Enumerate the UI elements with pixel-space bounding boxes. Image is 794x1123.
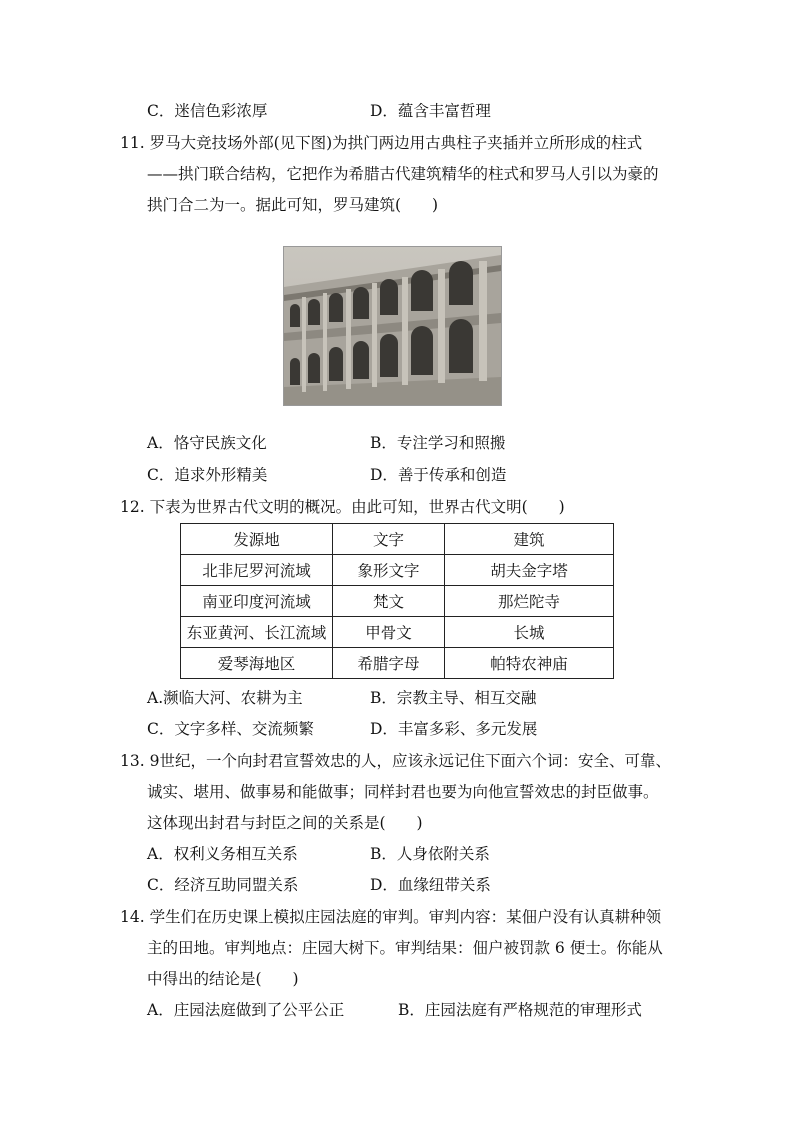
q12-option-b: B．宗教主导、相互交融 <box>370 689 537 707</box>
q14-stem-line1: 14. 学生们在历史课上模拟庄园法庭的审判。审判内容：某佃户没有认真耕种领 <box>120 908 662 926</box>
q11-option-b: B．专注学习和照搬 <box>370 434 506 452</box>
table-cell: 象形文字 <box>333 555 445 586</box>
table-cell: 长城 <box>445 617 614 648</box>
q11-stem-line2: ——拱门联合结构，它把作为希腊古代建筑精华的柱式和罗马人引以为豪的 <box>147 165 659 183</box>
table-cell: 希腊字母 <box>333 648 445 679</box>
q10-option-d: D．蕴含丰富哲理 <box>370 102 491 120</box>
table-header-cell: 发源地 <box>181 524 333 555</box>
table-row <box>181 586 614 617</box>
q12-option-c: C．文字多样、交流频繁 <box>147 720 314 738</box>
q13-option-a: A．权利义务相互关系 <box>147 845 298 863</box>
q13-option-c: C．经济互助同盟关系 <box>147 876 299 894</box>
table-cell: 帕特农神庙 <box>445 648 614 679</box>
q13-stem-line3: 这体现出封君与封臣之间的关系是( ) <box>147 814 423 832</box>
q11-option-a: A．恪守民族文化 <box>147 434 267 452</box>
q12-option-d: D．丰富多彩、多元发展 <box>370 720 538 738</box>
q13-option-b: B．人身依附关系 <box>370 845 490 863</box>
q13-option-d: D．血缘纽带关系 <box>370 876 491 894</box>
colosseum-photo <box>283 246 502 406</box>
q10-option-c: C．迷信色彩浓厚 <box>147 102 268 120</box>
table-cell: 梵文 <box>333 586 445 617</box>
table-cell: 爱琴海地区 <box>181 648 333 679</box>
table-header-cell: 文字 <box>333 524 445 555</box>
table-cell: 南亚印度河流域 <box>181 586 333 617</box>
q11-option-d: D．善于传承和创造 <box>370 466 507 484</box>
table-row <box>181 648 614 679</box>
q13-stem-line2: 诚实、堪用、做事易和能做事；同样封君也要为向他宣誓效忠的封臣做事。 <box>147 783 659 801</box>
q14-option-a: A．庄园法庭做到了公平公正 <box>147 1001 345 1019</box>
q11-stem-line1: 11. 罗马大竞技场外部(见下图)为拱门两边用古典柱子夹插并立所形成的柱式 <box>120 134 643 152</box>
q13-stem-line1: 13. 9世纪，一个向封君宣誓效忠的人，应该永远记住下面六个词：安全、可靠、 <box>120 752 671 770</box>
table-cell: 胡夫金字塔 <box>445 555 614 586</box>
q11-option-c: C．追求外形精美 <box>147 466 268 484</box>
q14-stem-line2: 主的田地。审判地点：庄园大树下。审判结果：佃户被罚款 6 便士。你能从 <box>147 939 663 957</box>
q14-stem-line3: 中得出的结论是( ) <box>147 970 299 988</box>
table-header-cell: 建筑 <box>445 524 614 555</box>
table-cell: 北非尼罗河流域 <box>181 555 333 586</box>
table-cell: 那烂陀寺 <box>445 586 614 617</box>
civilization-table <box>180 523 614 679</box>
q12-stem: 12. 下表为世界古代文明的概况。由此可知，世界古代文明( ) <box>120 498 565 516</box>
table-row <box>181 617 614 648</box>
table-cell: 东亚黄河、长江流域 <box>181 617 333 648</box>
table-header-row <box>181 524 614 555</box>
q11-stem-line3: 拱门合二为一。据此可知，罗马建筑( ) <box>147 196 439 214</box>
table-cell: 甲骨文 <box>333 617 445 648</box>
table-row <box>181 555 614 586</box>
q12-option-a: A.濒临大河、农耕为主 <box>147 689 303 707</box>
q14-option-b: B．庄园法庭有严格规范的审理形式 <box>398 1001 642 1019</box>
